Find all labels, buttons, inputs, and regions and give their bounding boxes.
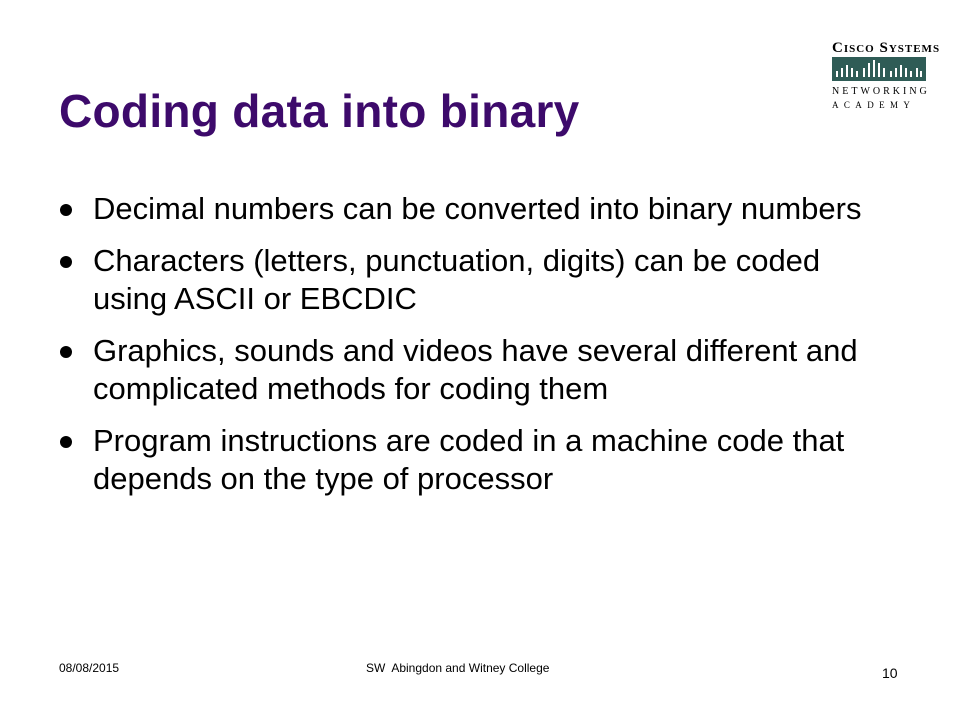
footer-organization: SW Abingdon and Witney College [366, 661, 550, 675]
bullet-dot-icon [60, 346, 72, 358]
bullet-dot-icon [60, 204, 72, 216]
cisco-networking-academy-logo [832, 40, 941, 120]
bullet-text: Program instructions are coded in a machine code that depends on the type of processor [93, 423, 845, 496]
logo-academy-text: ACADEMY [832, 100, 916, 110]
bullet-dot-icon [60, 436, 72, 448]
bullet-item [60, 242, 900, 318]
logo-networking-text: NETWORKING [832, 86, 930, 97]
footer-date: 08/08/2015 [59, 661, 120, 675]
bullet-text: Characters (letters, punctuation, digits) can be coded using ASCII or EBCDIC [93, 243, 821, 316]
slide-title: Coding data into binary [59, 85, 580, 137]
bullet-text: Graphics, sounds and videos have several different and complicated methods for coding them [93, 333, 858, 406]
bullet-item [60, 332, 900, 408]
bullet-item [60, 190, 900, 228]
slide-number: 10 [882, 665, 898, 681]
cisco-bridge-icon [832, 57, 926, 81]
bullet-dot-icon [60, 256, 72, 268]
bullet-text: Decimal numbers can be converted into binary numbers [93, 191, 862, 226]
bullet-item [60, 422, 900, 498]
logo-brand-text: Cisco Systems [832, 40, 941, 56]
bullet-list [60, 190, 900, 512]
